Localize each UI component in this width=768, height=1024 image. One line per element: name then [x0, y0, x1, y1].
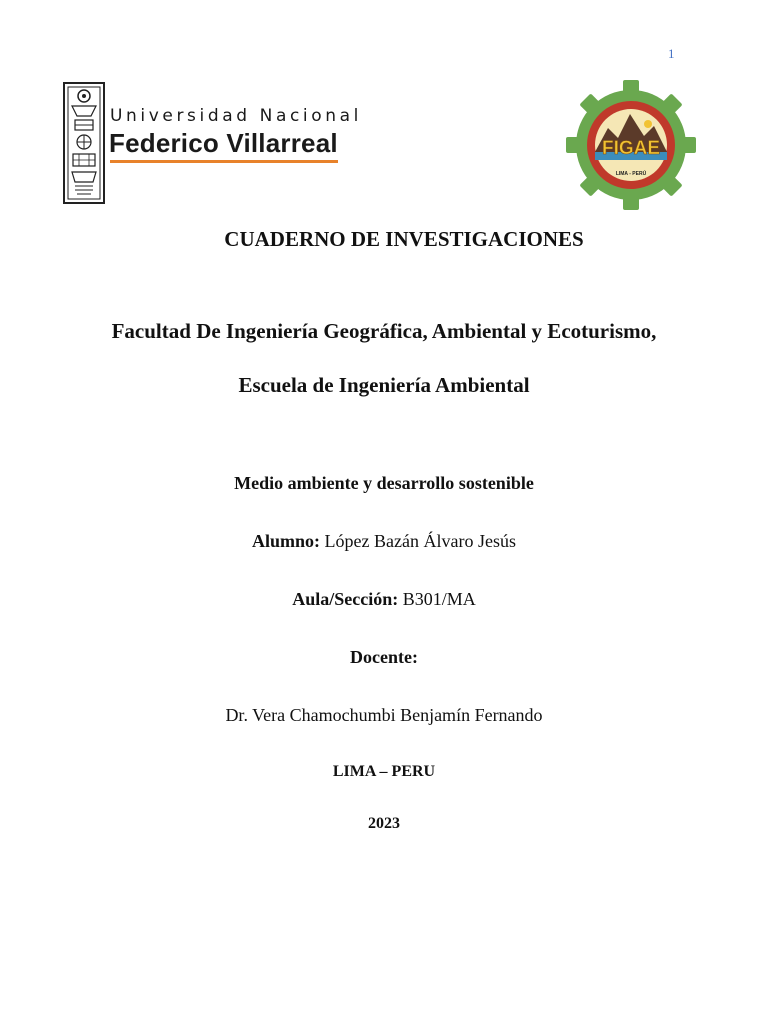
university-logo-underline	[110, 160, 338, 163]
school-name: Escuela de Ingeniería Ambiental	[238, 373, 530, 397]
university-logo-line1: Universidad Nacional	[110, 106, 362, 126]
figae-gear-emblem-icon	[566, 80, 696, 210]
student-name: López Bazán Álvaro Jesús	[324, 531, 516, 551]
university-crest-icon	[63, 82, 105, 204]
document-year: 2023	[368, 815, 400, 832]
figae-acronym: FIGAE	[601, 138, 661, 159]
section-label: Aula/Sección:	[292, 589, 399, 609]
university-logo-line2: Federico Villarreal	[109, 128, 338, 158]
teacher-name: Dr. Vera Chamochumbi Benjamín Fernando	[225, 705, 543, 725]
figae-city-text: LIMA - PERÚ	[615, 171, 647, 177]
city-country: LIMA – PERU	[332, 763, 436, 780]
student-line	[0, 531, 768, 552]
document-title: CUADERNO DE INVESTIGACIONES	[224, 227, 584, 251]
section-value: B301/MA	[402, 589, 476, 609]
university-logo	[63, 82, 362, 204]
teacher-label: Docente:	[350, 647, 418, 667]
page-number: 1	[668, 46, 675, 61]
student-label: Alumno:	[252, 531, 321, 551]
course-name: Medio ambiente y desarrollo sostenible	[234, 473, 534, 493]
faculty-name: Facultad De Ingeniería Geográfica, Ambiental y Ecoturismo,	[111, 319, 657, 343]
section-line	[0, 589, 768, 610]
